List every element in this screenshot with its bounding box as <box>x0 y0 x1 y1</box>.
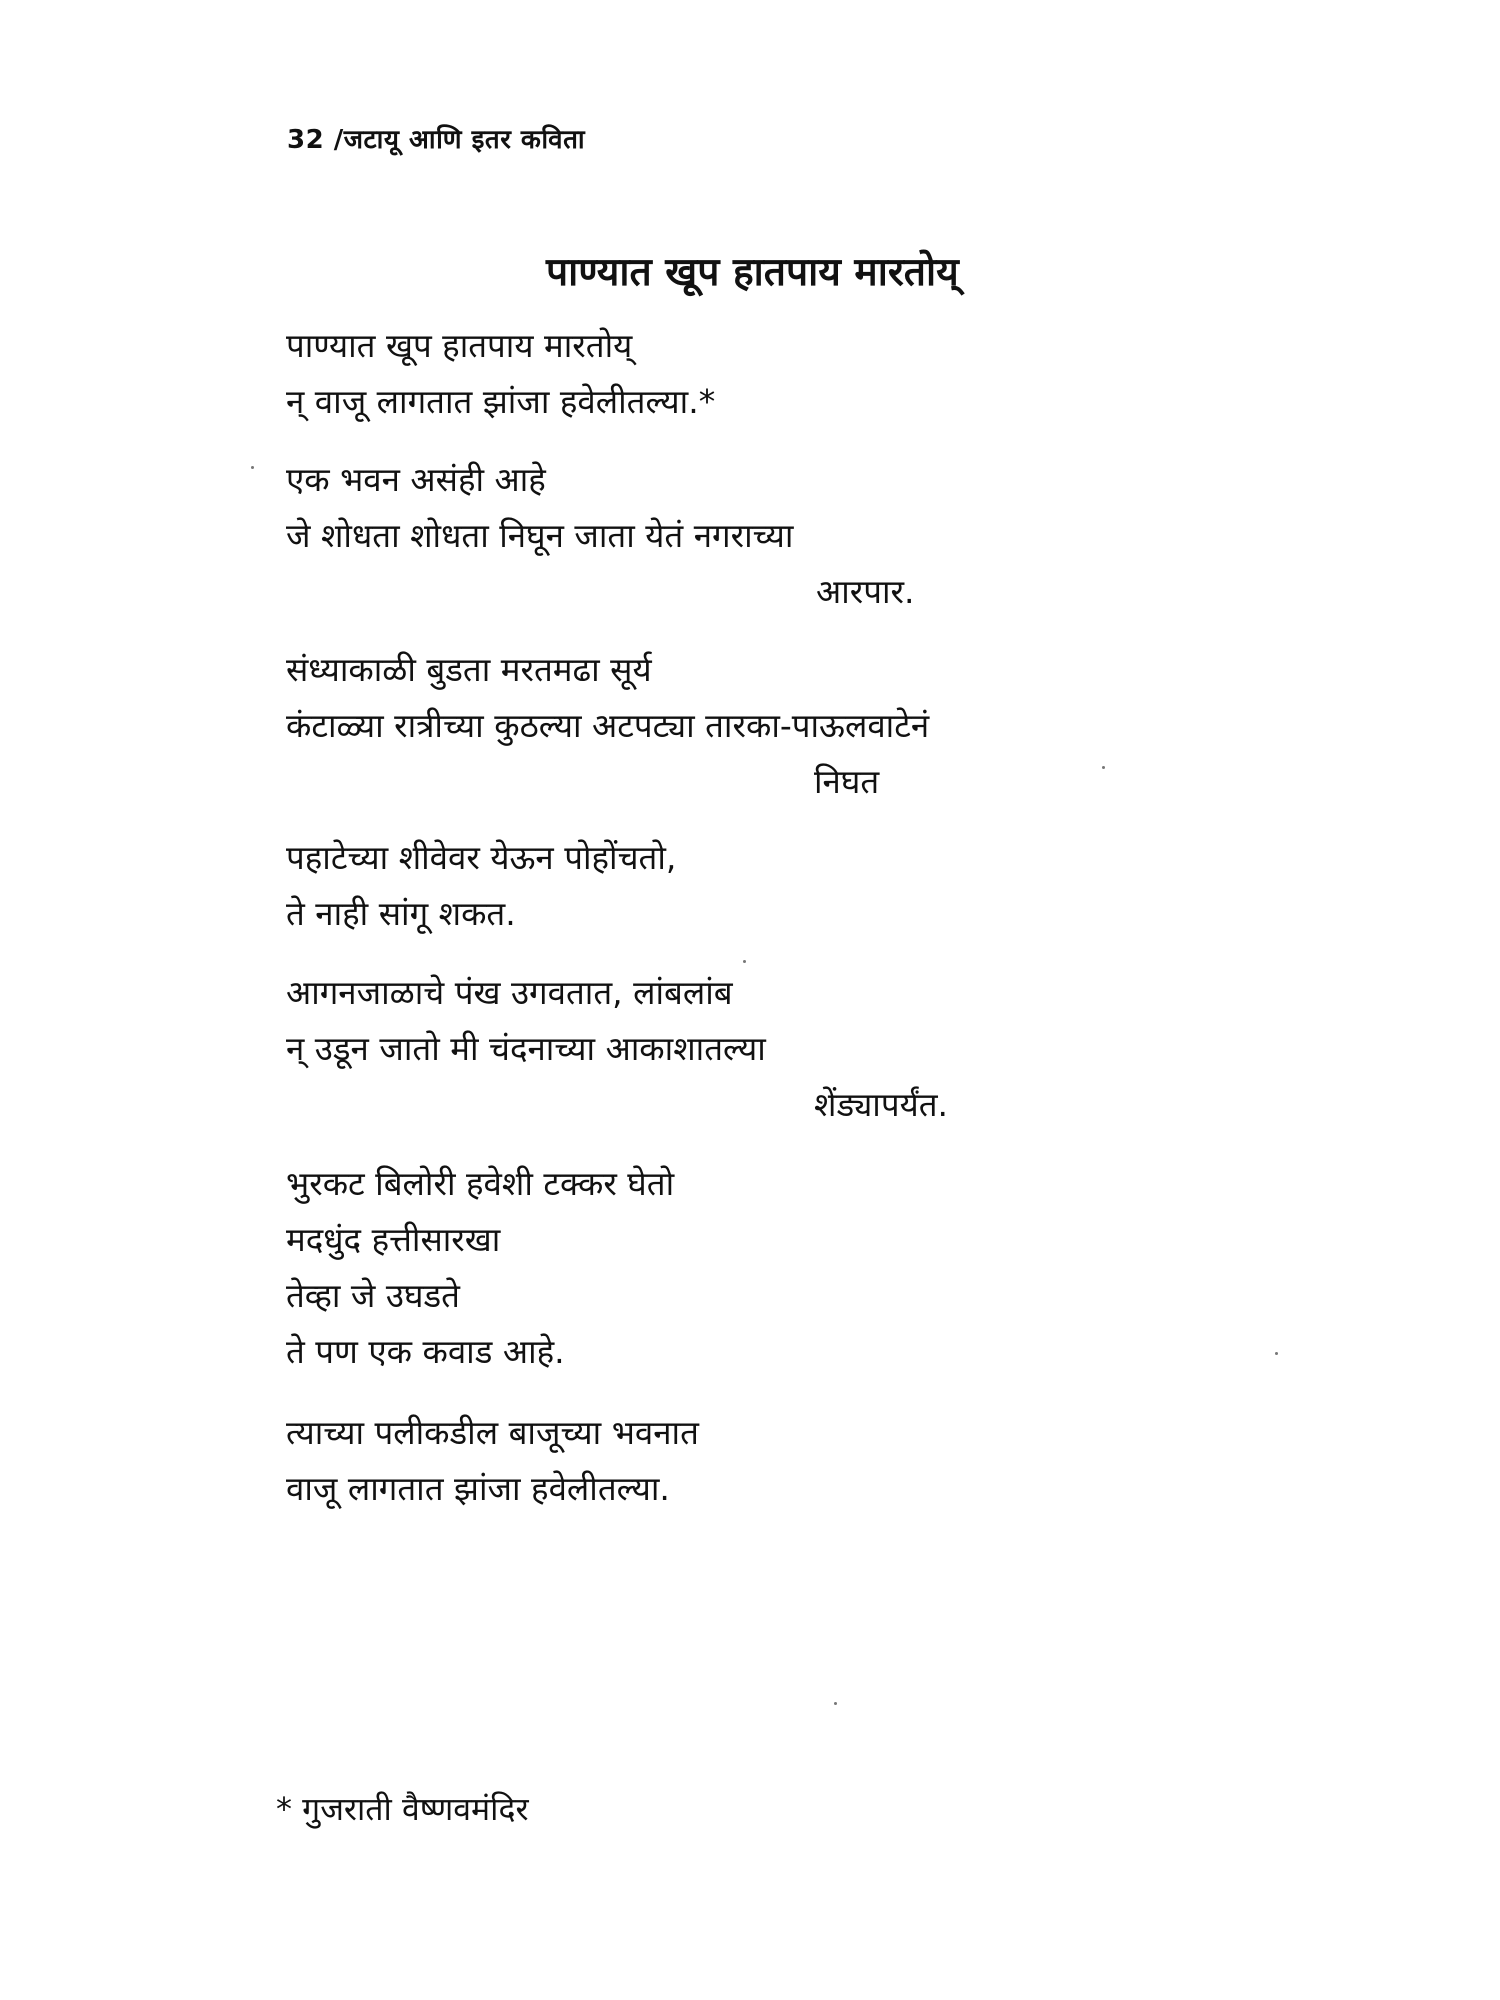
stanza-7 <box>286 1405 699 1517</box>
poem-line: ते पण एक कवाड आहे. <box>286 1332 565 1371</box>
stanza-2 <box>286 452 915 620</box>
stanza-4 <box>286 830 676 942</box>
footnote: * गुजराती वैष्णवमंदिर <box>276 1790 529 1828</box>
poem-line: आगनजाळाचे पंख उगवतात, लांबलांब <box>286 973 733 1012</box>
scan-speck <box>1275 1352 1278 1355</box>
poem-line-tail: निघत <box>814 762 880 801</box>
poem-line: न् वाजू लागतात झांजा हवेलीतल्या.* <box>286 382 716 421</box>
poem-line: त्याच्या पलीकडील बाजूच्या भवनात <box>286 1413 699 1452</box>
scan-speck <box>743 960 746 963</box>
poem-line: पाण्यात खूप हातपाय मारतोय् <box>286 326 633 365</box>
stanza-5 <box>286 965 948 1133</box>
poem-line: संध्याकाळी बुडता मरतमढा सूर्य <box>286 650 652 689</box>
poem-line: न् उडून जातो मी चंदनाच्या आकाशातल्या <box>286 1029 766 1068</box>
poem-line-tail: शेंड्यापर्यंत. <box>814 1085 949 1124</box>
stanza-1 <box>286 318 715 430</box>
poem-line-tail: आरपार. <box>816 572 915 611</box>
poem-line: भुरकट बिलोरी हवेशी टक्कर घेतो <box>286 1164 675 1203</box>
poem-line: जे शोधता शोधता निघून जाता येतं नगराच्या <box>286 516 794 555</box>
poem-title: पाण्यात खूप हातपाय मारतोय् <box>546 250 959 295</box>
scan-speck <box>251 466 254 469</box>
poem-line: कंटाळ्या रात्रीच्या कुठल्या अटपट्या तारका-पाऊलवाटेनं <box>286 706 930 745</box>
poem-line: पहाटेच्या शीवेवर येऊन पोहोंचतो, <box>286 838 677 877</box>
poem-line: वाजू लागतात झांजा हवेलीतल्या. <box>286 1469 670 1508</box>
stanza-6 <box>286 1156 674 1380</box>
running-head: 32 /जटायू आणि इतर कविता <box>287 125 586 155</box>
poem-line: तेव्हा जे उघडते <box>286 1276 460 1315</box>
scan-speck <box>1102 766 1105 769</box>
poem-line: मदधुंद हत्तीसारखा <box>286 1220 501 1259</box>
stanza-3 <box>286 642 929 810</box>
poem-line: एक भवन असंही आहे <box>286 460 546 499</box>
scan-speck <box>834 1702 837 1705</box>
poem-line: ते नाही सांगू शकत. <box>286 894 516 933</box>
